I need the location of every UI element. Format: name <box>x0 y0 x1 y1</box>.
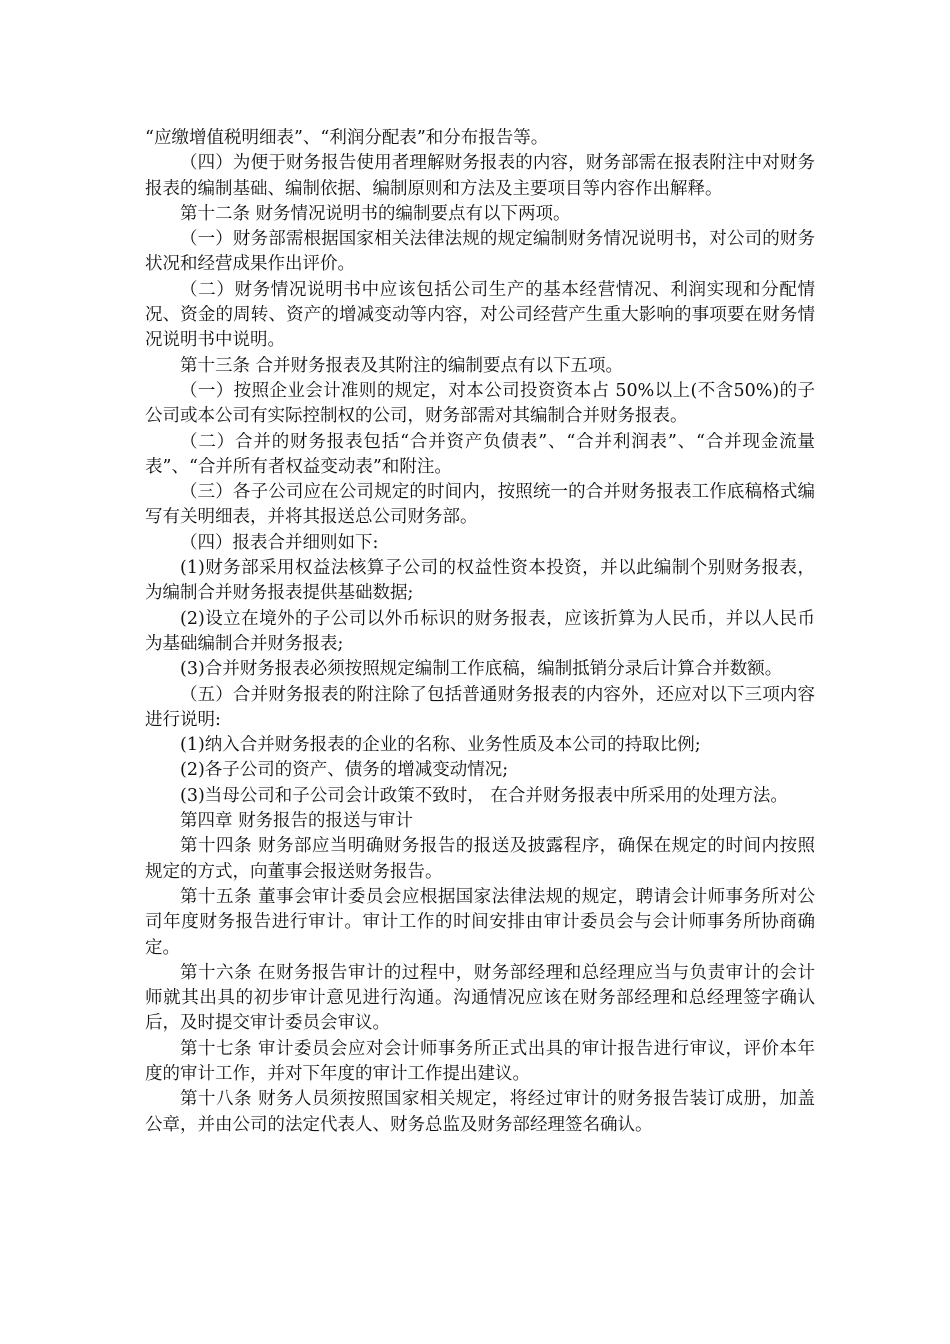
paragraph: （四）为便于财务报告使用者理解财务报表的内容，财务部需在报表附注中对财务报表的编制基础、编制依据、编制原则和方法及主要项目等内容作出解释。 <box>145 153 815 199</box>
article-paragraph: 第十八条 财务人员须按照国家相关规定，将经过审计的财务报告装订成册，加盖公章，并由公司的法定代表人、财务总监及财务部经理签名确认。 <box>145 1089 815 1135</box>
paragraph: （二）财务情况说明书中应该包括公司生产的基本经营情况、利润实现和分配情况、资金的周转、资产的增减变动等内容，对公司经营产生重大影响的事项要在财务情况说明书中说明。 <box>145 279 815 351</box>
paragraph: （三）各子公司应在公司规定的时间内，按照统一的合并财务报表工作底稿格式编写有关明细表，并将其报送总公司财务部。 <box>145 482 815 528</box>
article-paragraph: 第十七条 审计委员会应对会计师事务所正式出具的审计报告进行审议，评价本年度的审计工作，并对下年度的审计工作提出建议。 <box>145 1038 815 1084</box>
list-item: (2)设立在境外的子公司以外币标识的财务报表，应该折算为人民币，并以人民币为基础编制合并财务报表; <box>145 608 815 654</box>
article-paragraph: 第十五条 董事会审计委员会应根据国家法律法规的规定，聘请会计师事务所对公司年度财务报告进行审计。审计工作的时间安排由审计委员会与会计师事务所协商确定。 <box>145 886 815 958</box>
paragraph: （四）报表合并细则如下: <box>180 532 379 553</box>
article-heading: 第十二条 财务情况说明书的编制要点有以下两项。 <box>180 203 571 224</box>
list-item: (3)当母公司和子公司会计政策不致时， 在合并财务报表中所采用的处理方法。 <box>180 785 788 806</box>
paragraph: （一）按照企业会计准则的规定，对本公司投资资本占 50%以上(不含50%)的子公司或本公司有实际控制权的公司，财务部需对其编制合并财务报表。 <box>145 380 815 427</box>
document-body <box>145 126 815 1138</box>
list-item: (3)合并财务报表必须按照规定编制工作底稿，编制抵销分录后计算合并数额。 <box>180 659 783 680</box>
paragraph: （五）合并财务报表的附注除了包括普通财务报表的内容外，还应对以下三项内容进行说明: <box>145 684 815 730</box>
article-paragraph: 第十四条 财务部应当明确财务报告的报送及披露程序，确保在规定的时间内按照规定的方式，向董事会报送财务报告。 <box>145 836 815 882</box>
paragraph: （二）合并的财务报表包括“合并资产负债表”、“合并利润表”、“合并现金流量表”、“合并所有者权益变动表”和附注。 <box>145 431 815 477</box>
article-heading: 第十三条 合并财务报表及其附注的编制要点有以下五项。 <box>180 355 624 376</box>
list-item: (2)各子公司的资产、债务的增减变动情况; <box>180 760 509 781</box>
list-item: (1)纳入合并财务报表的企业的名称、业务性质及本公司的持取比例; <box>180 735 701 756</box>
list-item: (1)财务部采用权益法核算子公司的权益性资本投资，并以此编制个别财务报表，为编制合并财务报表提供基础数据; <box>145 558 815 604</box>
paragraph: “应缴增值税明细表”、“利润分配表”和分布报告等。 <box>145 128 549 148</box>
article-paragraph: 第十六条 在财务报告审计的过程中，财务部经理和总经理应当与负责审计的会计师就其出具的初步审计意见进行沟通。沟通情况应该在财务部经理和总经理签字确认后，及时提交审计委员会审议。 <box>145 962 815 1034</box>
chapter-heading: 第四章 财务报告的报送与审计 <box>180 811 414 832</box>
paragraph: （一）财务部需根据国家相关法律法规的规定编制财务情况说明书，对公司的财务状况和经营成果作出评价。 <box>145 229 815 275</box>
